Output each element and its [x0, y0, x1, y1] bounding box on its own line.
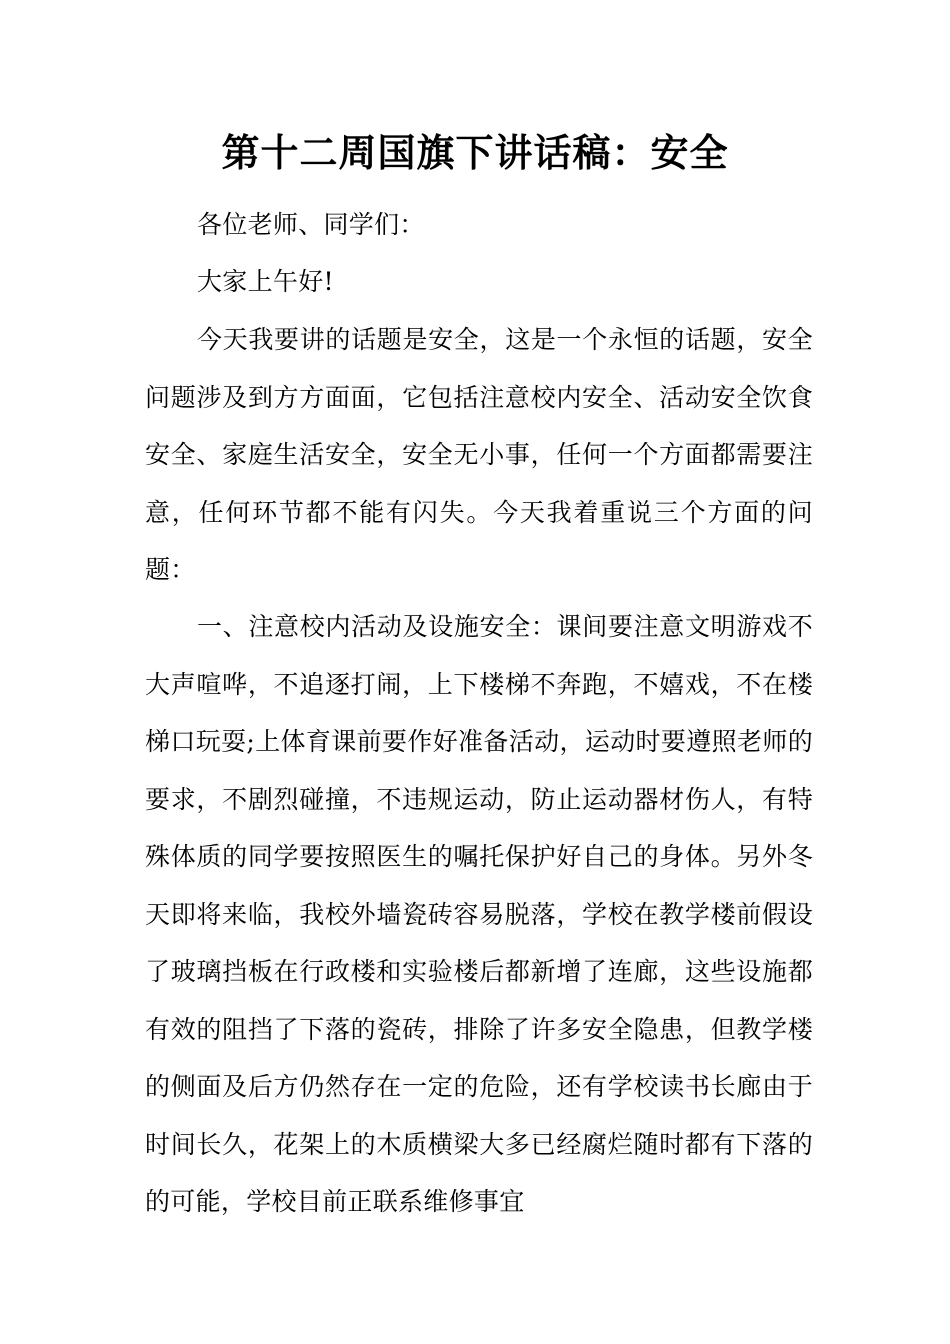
paragraph-good-morning: 大家上午好!	[197, 267, 334, 296]
document-title: 第十二周国旗下讲话稿：安全	[221, 130, 729, 175]
paragraph-greeting: 各位老师、同学们：	[197, 210, 425, 239]
paragraph-section-one: 一、注意校内活动及设施安全：课间要注意文明游戏不大声喧哗，不追逐打闹，上下楼梯不奔跑，不嬉戏，不在楼梯口玩耍;上体育课前要作好准备活动，运动时要遵照老师的要求，不剧烈碰撞，不违规运动，防止运动器材伤人，有特殊体质的同学要按照医生的嘱托保护好自己的身体。另外冬天即将来临，我校外墙瓷砖容易脱落，学校在教学楼前假设了玻璃挡板在行政楼和实验楼后都新增了连廊，这些设施都有效的阻挡了下落的瓷砖，排除了许多安全隐患，但教学楼的侧面及后方仍然存在一定的危险，还有学校读书长廊由于时间长久，花架上的木质横梁大多已经腐烂随时都有下落的的可能，学校目前正联系维修事宜	[145, 612, 813, 1216]
paragraph-intro: 今天我要讲的话题是安全，这是一个永恒的话题，安全问题涉及到方方面面，它包括注意校内安全、活动安全饮食安全、家庭生活安全，安全无小事，任何一个方面都需要注意，任何环节都不能有闪失。今天我着重说三个方面的问题：	[145, 325, 813, 584]
